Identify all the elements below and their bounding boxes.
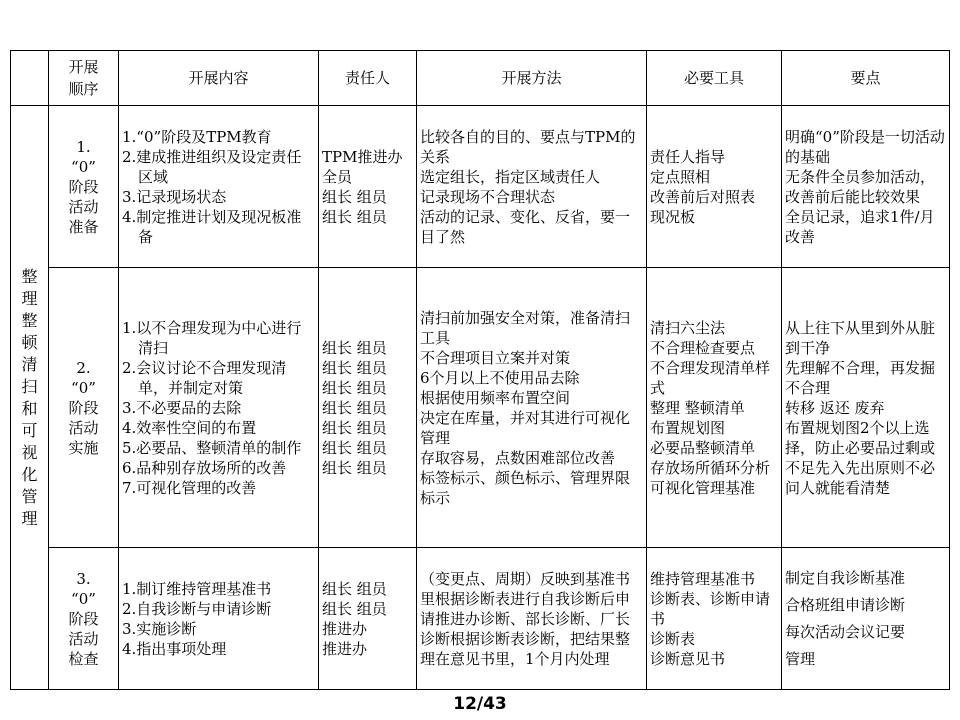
method-line: 选定组长，指定区域责任人 — [420, 167, 601, 186]
content-item: 3.记录现场状态 — [122, 187, 227, 206]
owner-line: 推进办 — [322, 639, 368, 658]
points-cell — [782, 268, 950, 548]
owner-line: 组长 组员 — [322, 438, 387, 457]
sequence-line: “0” — [71, 378, 96, 397]
sequence-line: 实施 — [68, 438, 99, 457]
sequence-cell — [49, 268, 119, 548]
header-sequence — [49, 51, 119, 106]
content-item: 5.必要品、整顿清单的制作 — [122, 438, 302, 457]
header-method: 开展方法 — [417, 51, 647, 106]
owner-line: 组长 组员 — [322, 187, 387, 206]
owner-cell — [319, 548, 417, 690]
method-line: 存取容易，点数困难部位改善 — [420, 448, 616, 467]
content-item: 2.自我诊断与申请诊断 — [122, 599, 272, 618]
owner-line: 组长 组员 — [322, 378, 387, 397]
method-cell — [417, 106, 647, 268]
header-owner: 责任人 — [319, 51, 417, 106]
method-line: 不合理项目立案并对策 — [420, 348, 571, 367]
content-item: 3.不必要品的去除 — [122, 398, 242, 417]
tool-line: 维持管理基准书 — [650, 569, 756, 588]
tool-line: 必要品整顿清单 — [650, 438, 756, 457]
header-row — [11, 51, 950, 106]
method-line: 根据使用频率布置空间 — [420, 388, 571, 407]
owner-cell — [319, 106, 417, 268]
owner-line: 组长 组员 — [322, 398, 387, 417]
content-item: 1.以不合理发现为中心进行清扫 — [122, 318, 302, 357]
sequence-line: “0” — [71, 157, 96, 176]
sequence-line: 阶段 — [68, 177, 99, 196]
phase-char: 理 — [21, 288, 38, 308]
sequence-line: 检查 — [68, 649, 99, 668]
point-line: 先理解不合理，再发掘不合理 — [785, 358, 936, 397]
sequence-line: 阶段 — [68, 398, 99, 417]
header-sequence-label: 开展 顺序 — [68, 58, 99, 98]
owner-cell — [319, 268, 417, 548]
method-line: （变更点、周期）反映到基准书里根据诊断表进行自我诊断后申请推进办诊断、部长诊断、厂长诊断根据诊断表诊断，把结果整理在意见书里，1个月内处理 — [420, 569, 631, 668]
tool-line: 不合理发现清单样式 — [650, 358, 771, 397]
content-item: 6.品种别存放场所的改善 — [122, 458, 287, 477]
method-line: 6个月以上不使用品去除 — [420, 368, 580, 387]
points-cell — [782, 106, 950, 268]
phase-char: 和 — [21, 398, 38, 418]
sequence-line: “0” — [71, 589, 96, 608]
phase-char: 视 — [21, 442, 38, 462]
tools-cell — [647, 268, 782, 548]
header-blank — [11, 51, 49, 106]
sequence-line: 1. — [76, 137, 91, 156]
point-line: 全员记录，追求1件/月改善 — [785, 207, 935, 246]
table-row — [11, 548, 950, 690]
tool-line: 定点照相 — [650, 167, 711, 186]
phase-char: 扫 — [21, 376, 38, 396]
tools-cell — [647, 548, 782, 690]
tool-line: 诊断意见书 — [650, 649, 726, 668]
owner-line: 组长 组员 — [322, 579, 387, 598]
owner-line: 全员 — [322, 167, 353, 186]
owner-line: 组长 组员 — [322, 358, 387, 377]
content-item: 3.实施诊断 — [122, 619, 197, 638]
point-line: 合格班组申请诊断 — [785, 595, 906, 614]
phase-char: 化 — [21, 464, 38, 484]
phase-char: 整 — [21, 310, 38, 330]
header-content: 开展内容 — [119, 51, 319, 106]
method-cell — [417, 548, 647, 690]
tpm-phase-table — [10, 50, 950, 690]
sequence-line: 活动 — [68, 418, 99, 437]
content-item: 1.制订维持管理基准书 — [122, 579, 272, 598]
phase-char: 可 — [21, 420, 38, 440]
method-line: 活动的记录、变化、反省，要一目了然 — [420, 207, 631, 246]
tool-line: 现况板 — [650, 207, 696, 226]
method-line: 记录现场不合理状态 — [420, 187, 556, 206]
content-item: 2.建成推进组织及设定责任区域 — [122, 147, 302, 186]
point-line: 布置规划图2个以上选择，防止必要品过剩或不足先入先出原则不必问人就能看清楚 — [785, 418, 936, 497]
content-cell — [119, 106, 319, 268]
owner-line: 推进办 — [322, 619, 368, 638]
header-tools: 必要工具 — [647, 51, 782, 106]
sequence-line: 2. — [76, 358, 91, 377]
tool-line: 存放场所循环分析 可视化管理基准 — [650, 458, 771, 497]
content-cell — [119, 548, 319, 690]
point-line: 从上往下从里到外从脏到干净 — [785, 318, 936, 357]
page-number: 12/43 — [453, 694, 507, 714]
method-line: 决定在库量，并对其进行可视化管理 — [420, 408, 631, 447]
tool-line: 诊断表 — [650, 629, 696, 648]
owner-line: 组长 组员 — [322, 338, 387, 357]
sequence-cell — [49, 106, 119, 268]
tool-line: 清扫六尘法 — [650, 318, 726, 337]
tool-line: 布置规划图 — [650, 418, 726, 437]
sequence-line: 活动 — [68, 197, 99, 216]
owner-line: 组长 组员 — [322, 458, 387, 477]
phase-char: 理 — [21, 508, 38, 528]
phase-char: 管 — [21, 486, 38, 506]
header-points: 要点 — [782, 51, 950, 106]
content-item: 2.会议讨论不合理发现清单，并制定对策 — [122, 358, 287, 397]
content-item: 4.制定推进计划及现况板准备 — [122, 207, 302, 246]
tools-cell — [647, 106, 782, 268]
content-item: 7.可视化管理的改善 — [122, 478, 257, 497]
point-line: 明确“0”阶段是一切活动的基础 — [785, 127, 945, 166]
tool-line: 诊断表、诊断申请书 — [650, 589, 771, 628]
point-line: 无条件全员参加活动，改善前后能比较效果 — [785, 167, 936, 206]
table-row — [11, 268, 950, 548]
point-line: 每次活动会议记要 — [785, 622, 906, 641]
tool-line: 责任人指导 — [650, 147, 726, 166]
method-cell — [417, 268, 647, 548]
tool-line: 不合理检查要点 — [650, 338, 756, 357]
sequence-line: 阶段 — [68, 609, 99, 628]
tool-line: 整理 整顿清单 — [650, 398, 745, 417]
method-line: 标签标示、颜色标示、管理界限标示 — [420, 468, 631, 507]
point-line: 管理 — [785, 649, 816, 668]
phase-char: 清 — [21, 354, 38, 374]
sequence-line: 准备 — [68, 217, 99, 236]
owner-line: 组长 组员 — [322, 599, 387, 618]
method-line: 清扫前加强安全对策，准备清扫工具 — [420, 308, 631, 347]
owner-line: 组长 组员 — [322, 418, 387, 437]
sequence-line: 3. — [76, 569, 91, 588]
content-item: 1.“0”阶段及TPM教育 — [122, 127, 272, 146]
owner-line: 组长 组员 — [322, 207, 387, 226]
points-cell — [782, 548, 950, 690]
phase-cell — [11, 106, 49, 690]
point-line: 制定自我诊断基准 — [785, 568, 906, 587]
owner-line: TPM推进办 — [322, 147, 403, 166]
content-item: 4.效率性空间的布置 — [122, 418, 257, 437]
content-item: 4.指出事项处理 — [122, 639, 227, 658]
sequence-cell — [49, 548, 119, 690]
tool-line: 改善前后对照表 — [650, 187, 756, 206]
method-line: 比较各自的目的、要点与TPM的关系 — [420, 127, 636, 166]
phase-char: 整 — [21, 266, 38, 286]
table-row — [11, 106, 950, 268]
point-line: 转移 返还 废弃 — [785, 398, 885, 417]
content-cell — [119, 268, 319, 548]
phase-label — [14, 266, 45, 530]
phase-char: 顿 — [21, 332, 38, 352]
sequence-line: 活动 — [68, 629, 99, 648]
